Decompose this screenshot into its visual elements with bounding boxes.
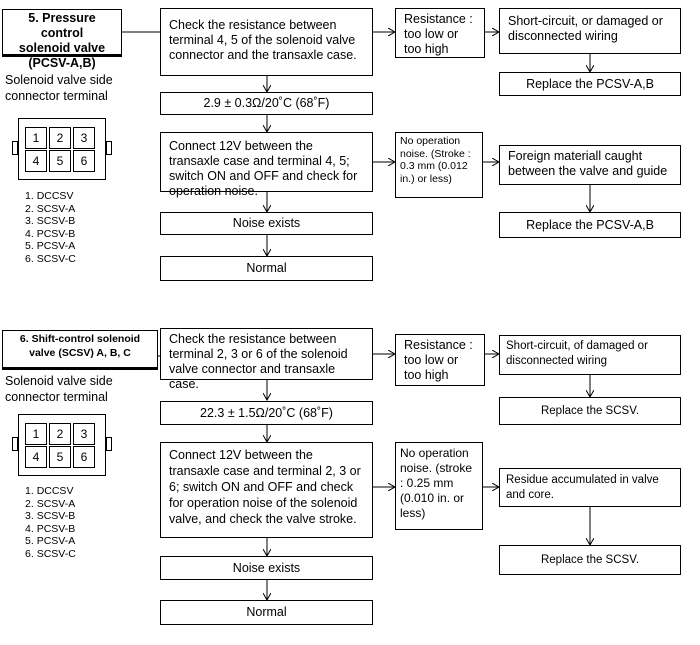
terminal-item: 4. PCSV-B xyxy=(25,523,76,536)
connector-ear-right xyxy=(106,437,112,451)
section2-test-box: Connect 12V between the transaxle case and terminal 2, 3 or 6; switch ON and OFF and check for operation noise of the solenoid valve, and check the valve stroke. xyxy=(160,442,373,538)
section2-title-line1: 6. Shift-control solenoid xyxy=(19,333,141,345)
section1-replace1-box: Replace the PCSV-A,B xyxy=(499,72,681,96)
section2-noise-box: Noise exists xyxy=(160,556,373,580)
section1-noise-box: Noise exists xyxy=(160,212,373,235)
terminal-item: 6. SCSV-C xyxy=(25,548,76,561)
section2-fault2-box: Residue accumulated in valve and core. xyxy=(499,468,681,507)
section1-fault2-box: Foreign materiall caught between the valve and guide xyxy=(499,145,681,185)
section1-normal-box: Normal xyxy=(160,256,373,281)
section1-replace2-box: Replace the PCSV-A,B xyxy=(499,212,681,238)
connector-ear-right xyxy=(106,141,112,155)
section2-spec-box: 22.3 ± 1.5Ω/20˚C (68˚F) xyxy=(160,401,373,425)
section2-replace2-box: Replace the SCSV. xyxy=(499,545,681,575)
section1-test-box: Connect 12V between the transaxle case and terminal 4, 5; switch ON and OFF and check for operation noise. xyxy=(160,132,373,192)
section2-replace1-box: Replace the SCSV. xyxy=(499,397,681,425)
pin-cell: 5 xyxy=(49,150,71,172)
section2-terminal-list xyxy=(25,485,76,560)
pin-cell: 5 xyxy=(49,446,71,468)
section2-title-line2: valve (SCSV) A, B, C xyxy=(29,347,131,359)
pin-cell: 4 xyxy=(25,150,47,172)
pin-cell: 1 xyxy=(25,127,47,149)
section1-spec-box: 2.9 ± 0.3Ω/20˚C (68˚F) xyxy=(160,92,373,115)
terminal-item: 3. SCSV-B xyxy=(25,510,76,523)
terminal-item: 5. PCSV-A xyxy=(25,535,76,548)
pin-cell: 1 xyxy=(25,423,47,445)
terminal-item: 1. DCCSV xyxy=(25,485,76,498)
section2-check-box: Check the resistance between terminal 2, 3 or 6 of the solenoid valve connector and transaxle case. xyxy=(160,328,373,380)
section1-terminal-list xyxy=(25,190,76,265)
terminal-item: 2. SCSV-A xyxy=(25,498,76,511)
terminal-item: 2. SCSV-A xyxy=(25,203,76,216)
section2-connector-label-line1: Solenoid valve side xyxy=(5,374,113,388)
terminal-item: 6. SCSV-C xyxy=(25,253,76,266)
section1-title xyxy=(2,9,122,70)
pin-cell: 4 xyxy=(25,446,47,468)
pin-cell: 6 xyxy=(73,446,95,468)
section1-fault1-box: Short-circuit, or damaged or disconnected wiring xyxy=(499,8,681,54)
pin-cell: 6 xyxy=(73,150,95,172)
section2-connector-label-line2: connector terminal xyxy=(5,390,108,404)
terminal-item: 1. DCCSV xyxy=(25,190,76,203)
section2-connector-label xyxy=(5,373,113,405)
pin-cell: 3 xyxy=(73,423,95,445)
section1-connector-label-line2: connector terminal xyxy=(5,89,108,103)
pin-cell: 3 xyxy=(73,127,95,149)
section1-title-line1: 5. Pressure control xyxy=(28,11,96,40)
terminal-item: 3. SCSV-B xyxy=(25,215,76,228)
section2-fault1-box: Short-circuit, of damaged or disconnected wiring xyxy=(499,335,681,375)
section1-check-box: Check the resistance between terminal 4, 5 of the solenoid valve connector and the transaxle case. xyxy=(160,8,373,76)
section2-title xyxy=(2,330,158,370)
section1-title-line2: solenoid valve xyxy=(18,41,106,55)
section1-connector-label-line1: Solenoid valve side xyxy=(5,73,113,87)
section2-nonoise-box: No operation noise. (stroke : 0.25 mm (0.010 in. or less) xyxy=(395,442,483,530)
section1-connector-label xyxy=(5,72,113,104)
section2-normal-box: Normal xyxy=(160,600,373,625)
terminal-item: 4. PCSV-B xyxy=(25,228,76,241)
section2-resistance-box: Resistance : too low or too high xyxy=(395,334,485,386)
section1-nonoise-box: No operation noise. (Stroke : 0.3 mm (0.012 in.) or less) xyxy=(395,132,483,198)
pin-cell: 2 xyxy=(49,127,71,149)
section1-resistance-box: Resistance : too low or too high xyxy=(395,8,485,58)
pin-cell: 2 xyxy=(49,423,71,445)
terminal-item: 5. PCSV-A xyxy=(25,240,76,253)
section1-title-line3: (PCSV-A,B) xyxy=(28,56,96,70)
